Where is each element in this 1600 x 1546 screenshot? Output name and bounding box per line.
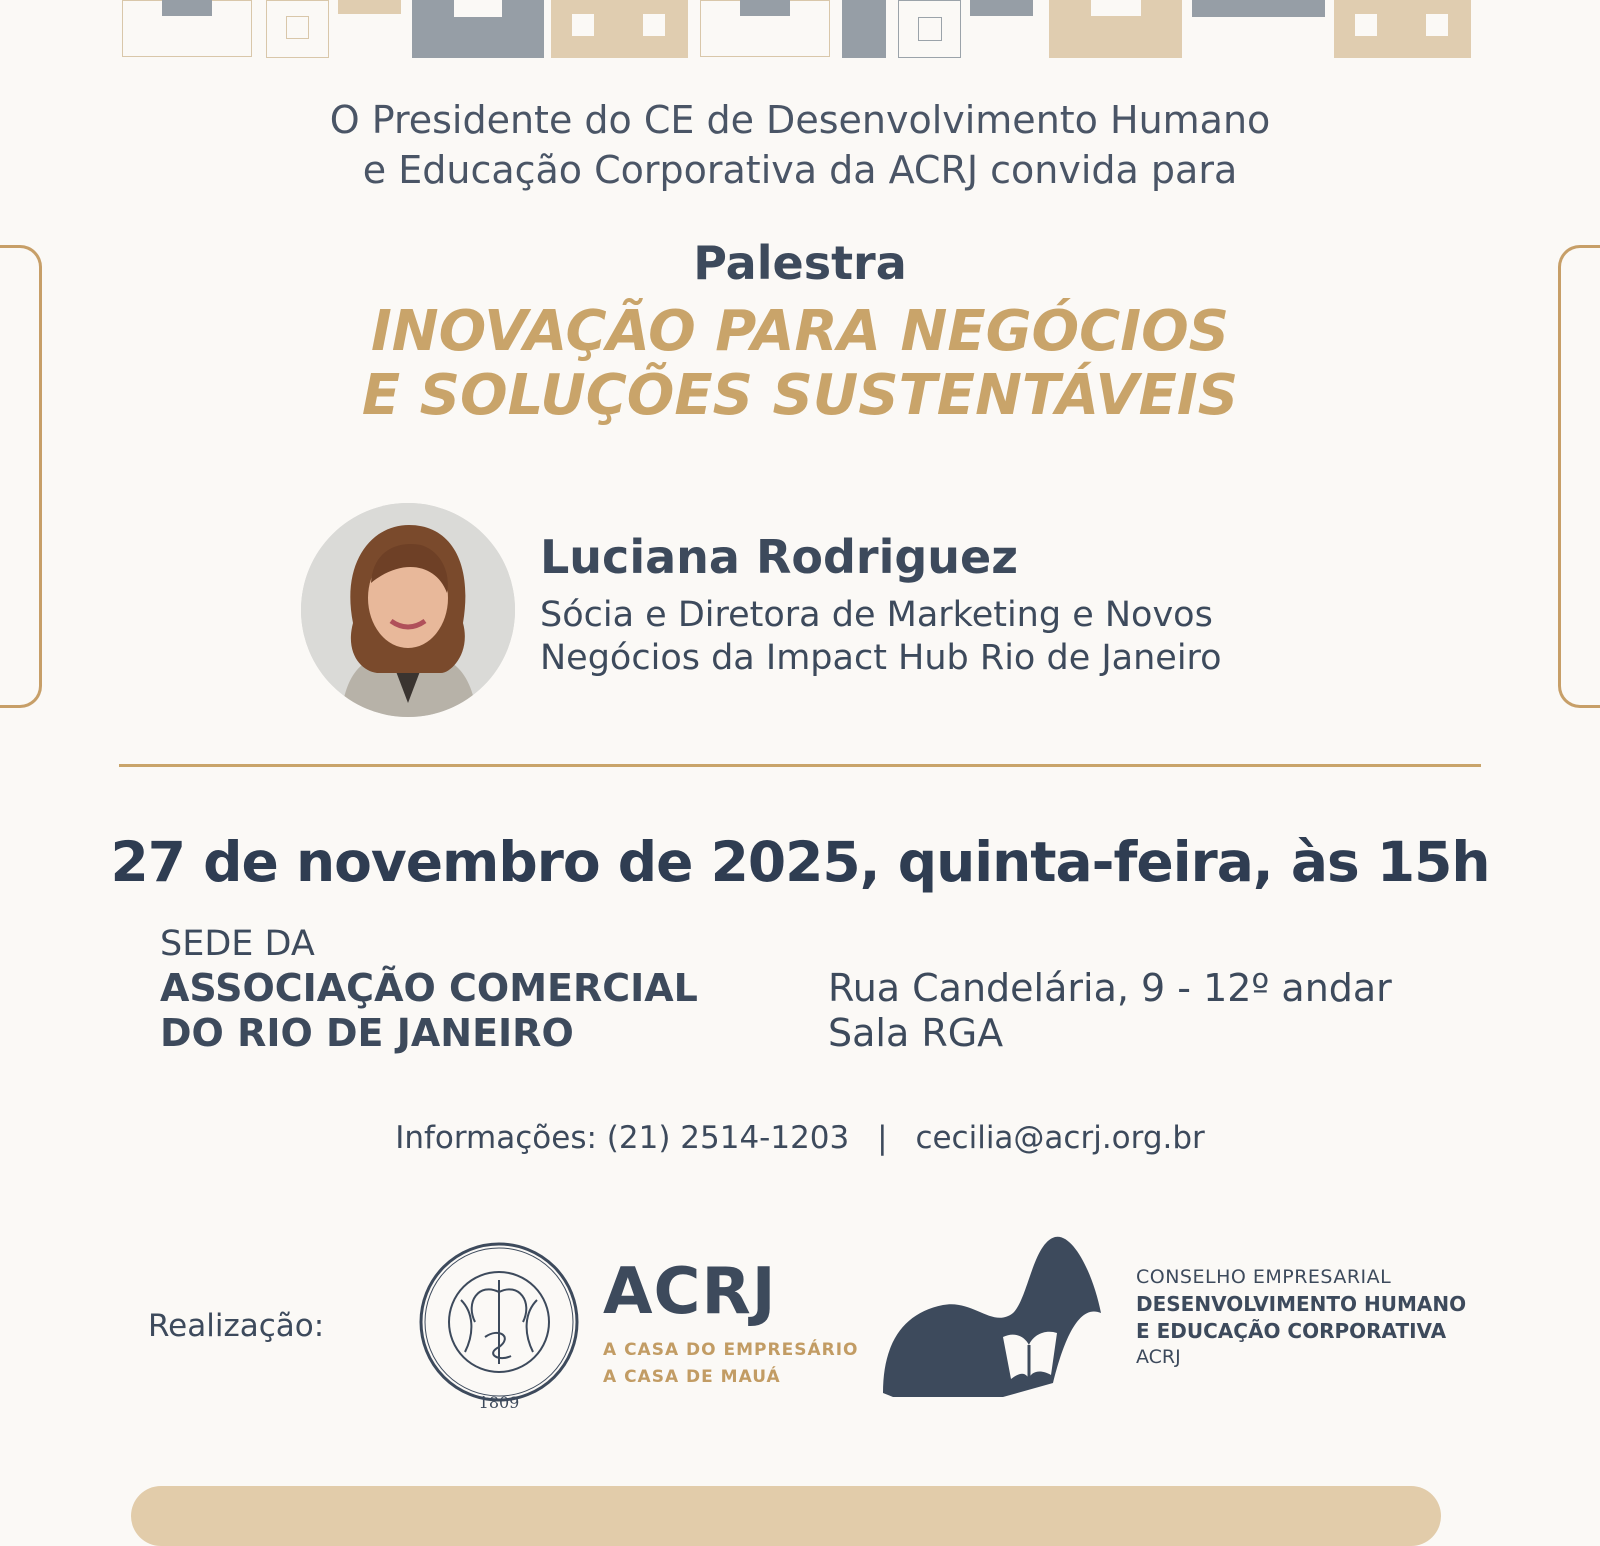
venue-name-line-2: DO RIO DE JANEIRO — [160, 1011, 574, 1055]
speaker-role-line-1: Sócia e Diretora de Marketing e Novos — [540, 595, 1213, 635]
realizacao-label: Realização: — [148, 1308, 325, 1344]
event-title-line-2: E SOLUÇÕES SUSTENTÁVEIS — [361, 363, 1239, 428]
venue-prefix: SEDE DA — [160, 924, 315, 964]
council-line-3: E EDUCAÇÃO CORPORATIVA — [1136, 1319, 1447, 1343]
speaker-photo — [301, 503, 515, 717]
invitation-line-2: e Educação Corporativa da ACRJ convida para — [362, 148, 1238, 192]
contact-email[interactable]: cecilia@acrj.org.br — [915, 1120, 1205, 1156]
acrj-tagline-2: A CASA DE MAUÁ — [603, 1367, 781, 1387]
speaker-role-line-2: Negócios da Impact Hub Rio de Janeiro — [540, 638, 1222, 678]
venue-address-line-2: Sala RGA — [828, 1011, 1004, 1055]
acrj-tagline-1: A CASA DO EMPRESÁRIO — [603, 1340, 859, 1360]
event-datetime: 27 de novembro de 2025, quinta-feira, às 15h — [110, 830, 1490, 894]
invitation-line-1: O Presidente do CE de Desenvolvimento Humano — [329, 98, 1271, 142]
council-line-1: CONSELHO EMPRESARIAL — [1136, 1266, 1392, 1288]
event-type-label: Palestra — [693, 236, 907, 290]
contact-label: Informações: — [395, 1120, 597, 1156]
bottom-bar — [131, 1486, 1441, 1546]
venue-name — [160, 966, 698, 1056]
venue-name-line-1: ASSOCIAÇÃO COMERCIAL — [160, 966, 698, 1010]
council-line-2: DESENVOLVIMENTO HUMANO — [1136, 1292, 1467, 1316]
mountain-book-icon — [883, 1233, 1105, 1397]
contact-info — [0, 1120, 1600, 1156]
event-title-line-1: INOVAÇÃO PARA NEGÓCIOS — [370, 299, 1230, 364]
venue-address — [828, 966, 1392, 1056]
venue-address-line-1: Rua Candelária, 9 - 12º andar — [828, 966, 1392, 1010]
seal-emblem-icon — [415, 1242, 583, 1410]
contact-separator: | — [877, 1120, 888, 1156]
acrj-logo: ACRJ — [603, 1255, 777, 1329]
section-divider — [119, 764, 1481, 767]
council-line-4: ACRJ — [1136, 1346, 1181, 1368]
speaker-role — [540, 594, 1222, 680]
invitation-text — [0, 95, 1600, 195]
event-title — [0, 300, 1600, 428]
speaker-name: Luciana Rodriguez — [540, 530, 1018, 584]
contact-phone[interactable]: (21) 2514-1203 — [606, 1120, 850, 1156]
seal-year: 1809 — [478, 1393, 520, 1410]
